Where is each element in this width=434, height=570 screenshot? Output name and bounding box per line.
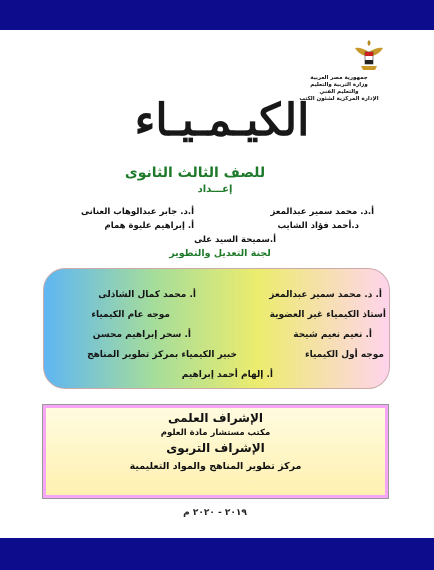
book-subtitle: للصف الثالث الثانوى: [124, 165, 266, 181]
committee-member-4: أ. سحر إبراهيم محسن: [92, 330, 191, 340]
scientific-supervision-body: مكتب مستشار مادة العلوم: [160, 428, 271, 438]
header-line-3: والتعليم الفني: [319, 89, 359, 95]
committee-role-1: أستاذ الكيمياء غير العضوية: [269, 310, 386, 320]
prepared-by-label: إعـــداد: [197, 184, 233, 195]
committee-role-4: خبير الكيمياء بمركز تطوير المناهج: [87, 350, 237, 360]
committee-role-2: موجه عام الكيمياء: [91, 310, 170, 320]
author-2: أ.د. جابر عبدالوهاب العنانى: [80, 207, 194, 217]
author-5: أ.سميحة السيد على: [194, 235, 276, 245]
committee-role-3: موجه أول الكيمياء: [305, 350, 384, 360]
header-line-2: وزارة التربية والتعليم: [310, 82, 368, 88]
author-4: أ. إبراهيم عليوة همام: [104, 221, 194, 231]
scientific-supervision-label: الإشراف العلمى: [167, 411, 264, 425]
header-line-1: جمهورية مصر العربية: [310, 75, 368, 81]
book-title: الكيـمـيـاء: [134, 95, 310, 146]
academic-years: ٢٠١٩ - ٢٠٢٠ م: [183, 508, 247, 518]
committee-member-2: أ. محمد كمال الشاذلى: [98, 290, 196, 300]
committee-heading: لجنة التعديل والتطوير: [169, 248, 271, 259]
committee-member-5: أ. إلهام أحمد إبراهيم: [181, 370, 273, 380]
educational-supervision-body: مركز تطوير المناهج والمواد التعليمية: [129, 461, 302, 472]
top-color-bar: [0, 0, 434, 30]
header-line-4: الإدارة المركزية لشئون الكتب: [299, 96, 379, 102]
committee-member-1: أ. د. محمد سمير عبدالمعز: [269, 290, 382, 300]
educational-supervision-label: الإشراف التربوى: [166, 441, 265, 455]
bottom-color-bar: [0, 538, 434, 570]
author-1: أ.د. محمد سمير عبدالمعز: [270, 207, 374, 217]
author-3: د.أحمد فؤاد الشايب: [277, 221, 359, 231]
eagle-emblem-icon: [352, 38, 386, 72]
committee-member-3: أ. نعيم نعيم شيحة: [293, 330, 372, 340]
